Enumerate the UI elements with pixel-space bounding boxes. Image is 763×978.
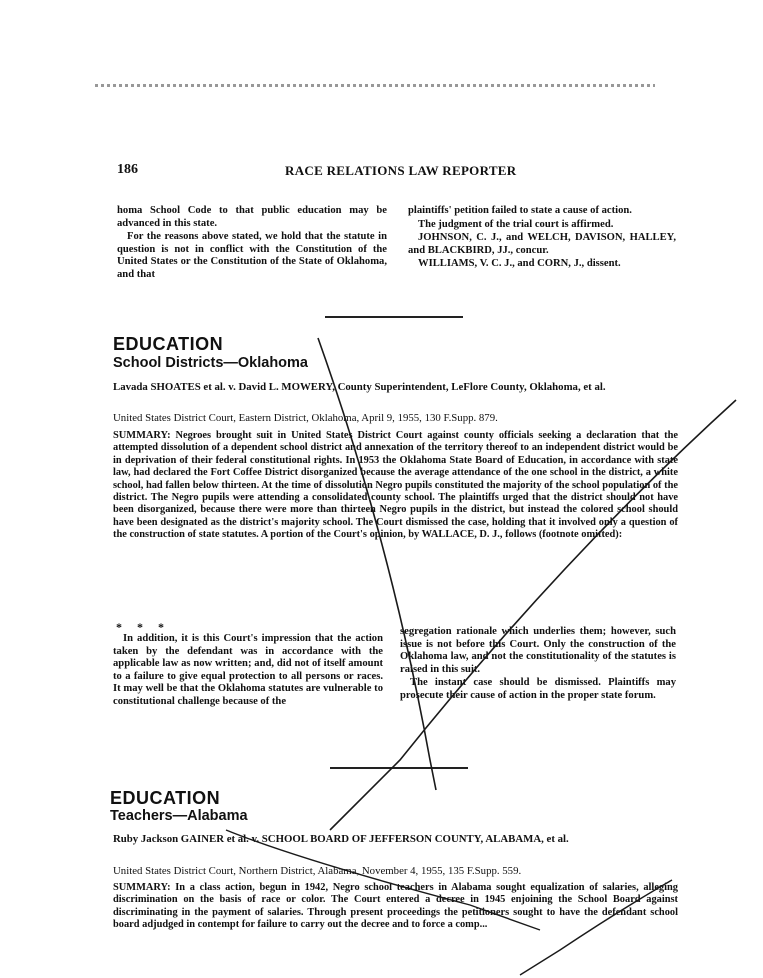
running-head: RACE RELATIONS LAW REPORTER (285, 163, 517, 178)
prior-left-para-1: homa School Code to that public education may be advanced in this state. (117, 205, 387, 229)
section1-title: EDUCATION (113, 334, 224, 354)
strike-line-right (330, 400, 736, 830)
prior-right-para-1: plaintiffs' petition failed to state a cause of action. (408, 205, 632, 216)
section2-summary-text: In a class action, begun in 1942, Negro school teachers in Alabama sought equalization of salaries, alleging discrimination on the basis of race or color. The Court entered a decree in 1945 enjoining the School Board against discriminating in the payment of salaries. Through present proceedings the petitioners sought to have the defendant school board adjudged in contempt for failure to carry out the decree and to force a comp... (113, 882, 678, 931)
prior-left-para-2: For the reasons above stated, we hold that the statute in question is not in conflict with the Constitution of the United States or the Constitution of the State of Oklahoma, and that (117, 231, 387, 280)
section1-subtitle: School Districts—Oklahoma (113, 355, 308, 371)
page-number: 186 (117, 162, 138, 177)
section1-court-line: United States District Court, Eastern District, Oklahoma, April 9, 1955, 130 F.Supp. 879. (113, 412, 498, 424)
prior-right-para-4: WILLIAMS, V. C. J., and CORN, J., dissent. (418, 258, 621, 270)
prior-right-para-2: The judgment of the trial court is affirmed. (418, 218, 614, 230)
prior-right-para-3: JOHNSON, C. J., and WELCH, DAVISON, HALLEY, and BLACKBIRD, JJ., concur. (408, 232, 676, 256)
section2-summary-lead: SUMMARY: (113, 882, 171, 893)
section1-opinion-left-para: In addition, it is this Court's impression that the action taken by the defendant was in accordance with the applicable law as now written; and, did not of itself amount to a failure to give equal protection to all persons or races. It may well be that the Oklahoma statutes are vulnerable to constitutional challenge because of the (113, 633, 383, 707)
section1-opinion-right-para-1: segregation rationale which underlies them; however, such issue is not before this Court. Only the construction of the Oklahoma law, and not the constitutionality of the statutes is raised in this suit. (400, 626, 676, 675)
strike-line-left (318, 338, 436, 790)
strike-line-lower-1 (226, 830, 540, 930)
section2-court-line: United States District Court, Northern District, Alabama, November 4, 1955, 135 F.Supp. 559. (113, 865, 522, 877)
section1-summary-lead: SUMMARY: (113, 430, 171, 441)
section1-caption: Lavada SHOATES et al. v. David L. MOWERY, County Superintendent, LeFlore County, Oklahoma, et al. (113, 381, 606, 393)
section2-caption: Ruby Jackson GAINER et al. v. SCHOOL BOARD OF JEFFERSON COUNTY, ALABAMA, et al. (113, 833, 569, 845)
section1-opinion-right-para-2: The instant case should be dismissed. Plaintiffs may prosecute their cause of action in the proper state forum. (400, 677, 676, 701)
section2-subtitle: Teachers—Alabama (110, 808, 248, 824)
section2-title: EDUCATION (110, 788, 221, 808)
section1-summary-text: Negroes brought suit in United States District Court against county officials seeking a declaration that the attempted dissolution of a dependent school district and annexation of the territory thereof to an independent district would be in deprivation of their federal constitutional rights. In 1953 the Oklahoma State Board of Education, in accordance with state law, had declared the Fort Coffee District disorganized because the average attendance of the one school in the district, a white school, had fallen below thirteen. At the time of dissolution Negro pupils constituted the majority of the school population of the district. The Negro pupils were attending a consolidated county school. The plaintiffs urged that the district should not have been disorganized, because there were more than thirteen Negro pupils in the district, but instead the colored school should have been designated as the district's majority school. The Court dismissed the case, holding that it involved only a question of the construction of state statutes. A portion of the Court's opinion, by WALLACE, D. J., follows (footnote omitted): (113, 430, 678, 541)
ellipsis-asterisks: * * * (116, 620, 170, 634)
strike-line-lower-2 (520, 880, 672, 975)
